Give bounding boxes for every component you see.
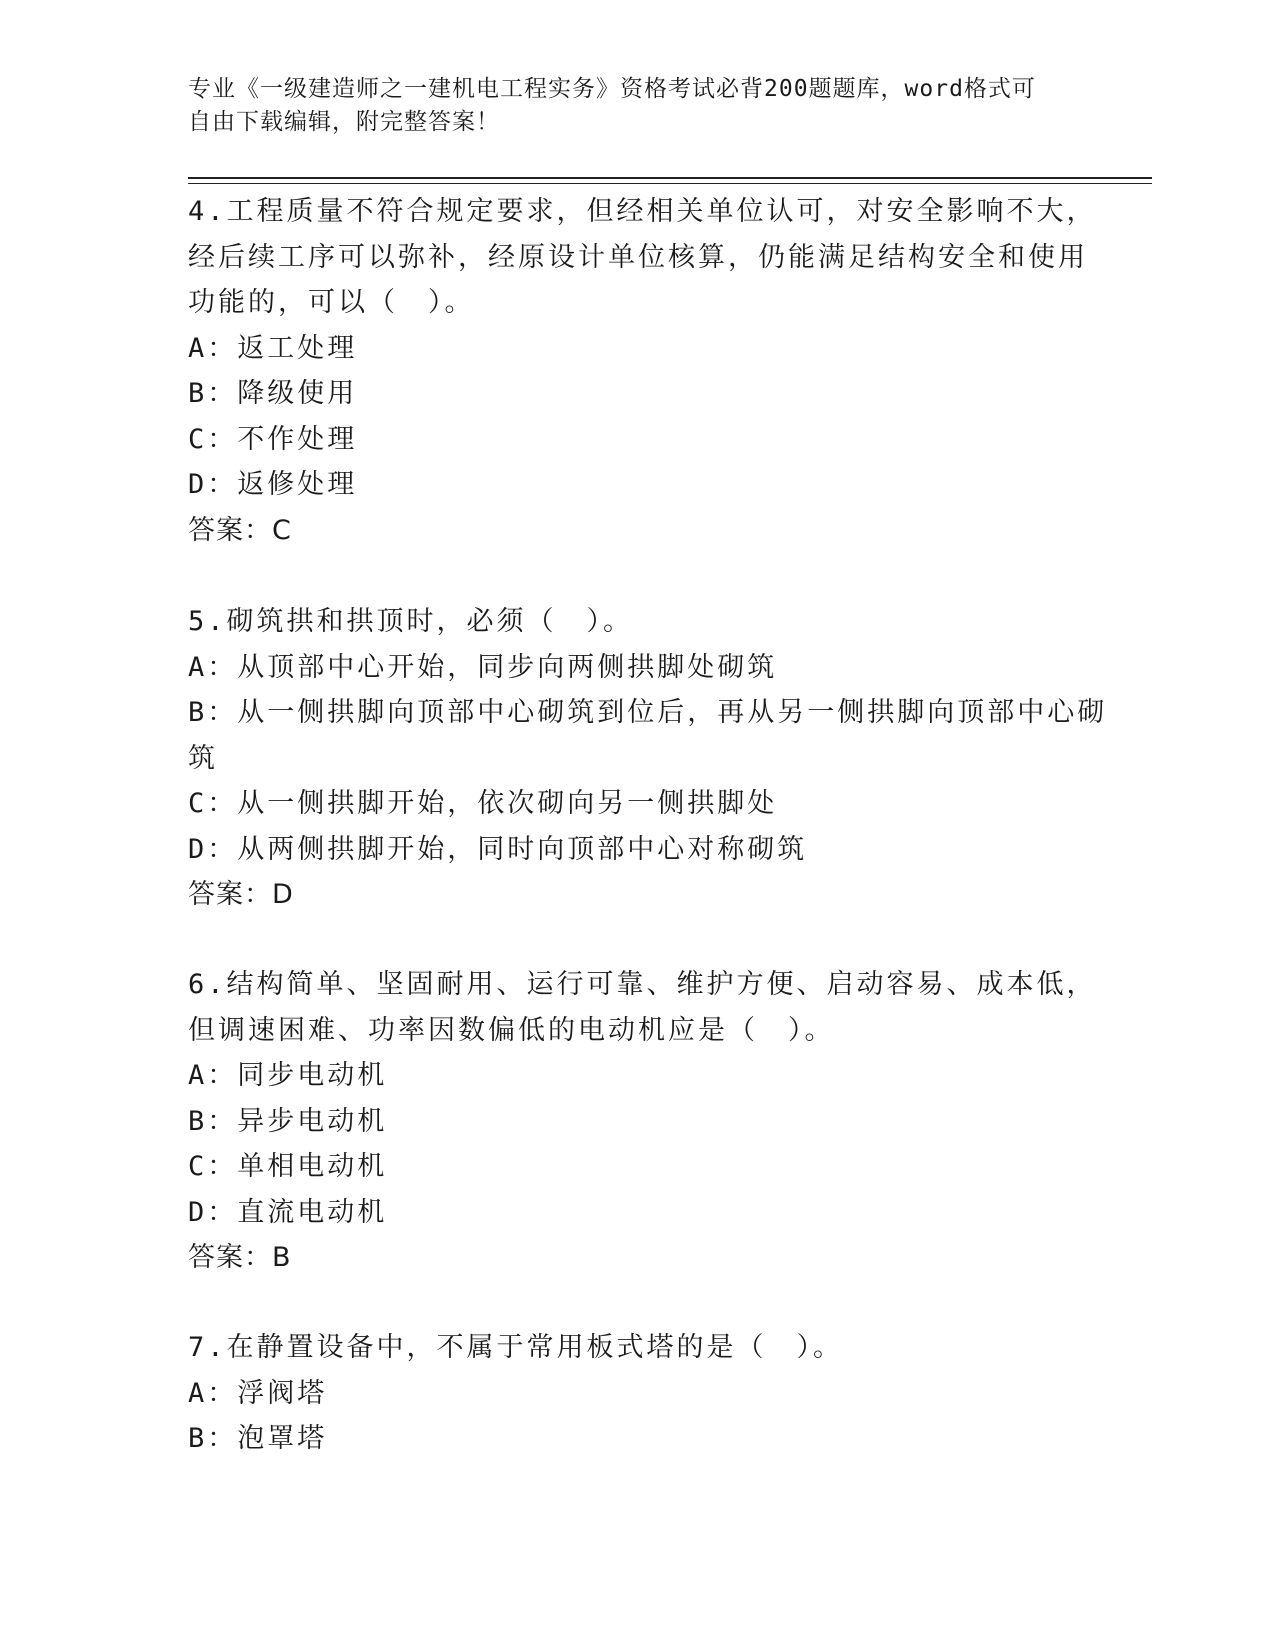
header-line: 专业《一级建造师之一建机电工程实务》资格考试必背200题题库，word格式可 bbox=[188, 76, 1036, 102]
option-c: C：不作处理 bbox=[188, 423, 358, 455]
option-b: B：从一侧拱脚向顶部中心砌筑到位后，再从另一侧拱脚向顶部中心砌 bbox=[188, 697, 1108, 728]
option-d: D：从两侧拱脚开始，同时向顶部中心对称砌筑 bbox=[188, 833, 808, 865]
option-a: A：同步电动机 bbox=[188, 1060, 388, 1091]
option-d: D：直流电动机 bbox=[188, 1196, 388, 1228]
question-stem: 但调速困难、功率因数偏低的电动机应是（ ）。 bbox=[188, 1014, 835, 1046]
option-b: B：泡罩塔 bbox=[188, 1423, 328, 1454]
question-stem: 功能的，可以（ ）。 bbox=[188, 287, 475, 318]
question-4 bbox=[188, 189, 1097, 553]
document-header bbox=[188, 73, 1088, 139]
question-stem: 经后续工序可以弥补，经原设计单位核算，仍能满足结构安全和使用 bbox=[188, 241, 1088, 273]
option-b: B：降级使用 bbox=[188, 378, 358, 409]
option-b: B：异步电动机 bbox=[188, 1105, 388, 1137]
answer-label: 答案：B bbox=[188, 1242, 292, 1273]
question-stem: 6.结构简单、坚固耐用、运行可靠、维护方便、启动容易、成本低， bbox=[188, 969, 1097, 1000]
header-line: 自由下载编辑，附完整答案！ bbox=[188, 109, 500, 135]
question-6 bbox=[188, 962, 1097, 1281]
option-b-continued: 筑 bbox=[188, 742, 218, 774]
question-5 bbox=[188, 599, 1108, 918]
question-stem: 4.工程质量不符合规定要求，但经相关单位认可，对安全影响不大， bbox=[188, 196, 1097, 227]
question-stem: 5.砌筑拱和拱顶时，必须（ ）。 bbox=[188, 606, 634, 637]
question-7 bbox=[188, 1325, 1088, 1462]
answer-label: 答案：D bbox=[188, 879, 294, 910]
option-d: D：返修处理 bbox=[188, 469, 358, 500]
option-a: A：从顶部中心开始，同步向两侧拱脚处砌筑 bbox=[188, 651, 778, 683]
header-divider bbox=[188, 177, 1152, 179]
header-divider-thin bbox=[188, 183, 1152, 184]
answer-label: 答案：C bbox=[188, 514, 292, 546]
option-a: A：浮阀塔 bbox=[188, 1377, 328, 1409]
option-c: C：从一侧拱脚开始，依次砌向另一侧拱脚处 bbox=[188, 788, 778, 819]
option-a: A：返工处理 bbox=[188, 332, 358, 364]
option-c: C：单相电动机 bbox=[188, 1151, 388, 1182]
question-stem: 7.在静置设备中，不属于常用板式塔的是（ ）。 bbox=[188, 1332, 844, 1363]
